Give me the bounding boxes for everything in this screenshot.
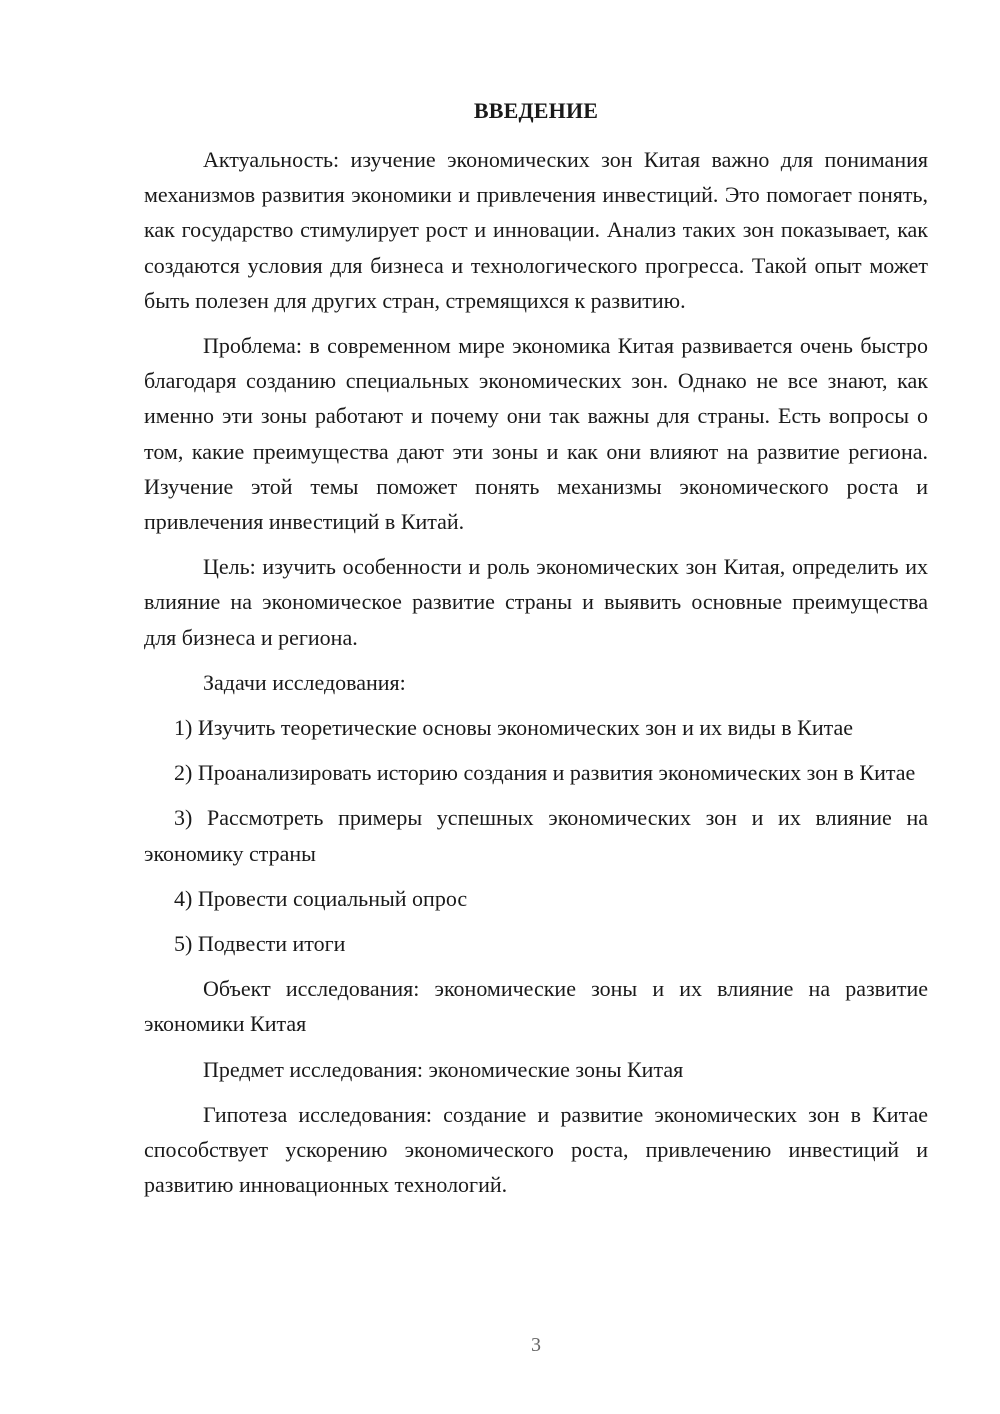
task-item: 3) Рассмотреть примеры успешных экономических зон и их влияние на экономику страны xyxy=(144,805,928,866)
task-item: 5) Подвести итоги xyxy=(174,931,346,957)
problem-paragraph: Проблема: в современном мире экономика Китая развивается очень быстро благодаря созданию специальных экономических зон. Однако не все знают, как именно эти зоны работают и почему они так важны для страны. Есть вопросы о том, какие преимущества дают эти зоны и как они влияют на развитие региона. Изучение этой темы поможет понять механизмы экономического роста и привлечения инвестиций в Китай. xyxy=(144,333,928,535)
object-paragraph: Объект исследования: экономические зоны и их влияние на развитие экономики Китая xyxy=(144,976,928,1037)
goal-paragraph: Цель: изучить особенности и роль экономических зон Китая, определить их влияние на экономическое развитие страны и выявить основные преимущества для бизнеса и региона. xyxy=(144,554,928,650)
subject-paragraph: Предмет исследования: экономические зоны Китая xyxy=(203,1056,684,1082)
tasks-heading: Задачи исследования: xyxy=(203,669,406,695)
task-item: 2) Проанализировать историю создания и развития экономических зон в Китае xyxy=(174,760,916,786)
document-page xyxy=(144,0,928,1414)
document-body xyxy=(144,142,928,1212)
task-item: 1) Изучить теоретические основы экономических зон и их виды в Китае xyxy=(174,715,854,741)
hypothesis-paragraph: Гипотеза исследования: создание и развитие экономических зон в Китае способствует ускорению экономического роста, привлечению инвестиций и развитию инновационных технологий. xyxy=(144,1101,928,1198)
section-title: ВВЕДЕНИЕ xyxy=(473,98,599,123)
page-number: 3 xyxy=(531,1334,541,1356)
task-item: 4) Провести социальный опрос xyxy=(174,885,468,911)
relevance-paragraph: Актуальность: изучение экономических зон Китая важно для понимания механизмов развития экономики и привлечения инвестиций. Это помогает понять, как государство стимулирует рост и инновации. Анализ таких зон показывает, как создаются условия для бизнеса и технологического прогресса. Такой опыт может быть полезен для других стран, стремящихся к развитию. xyxy=(144,147,928,313)
